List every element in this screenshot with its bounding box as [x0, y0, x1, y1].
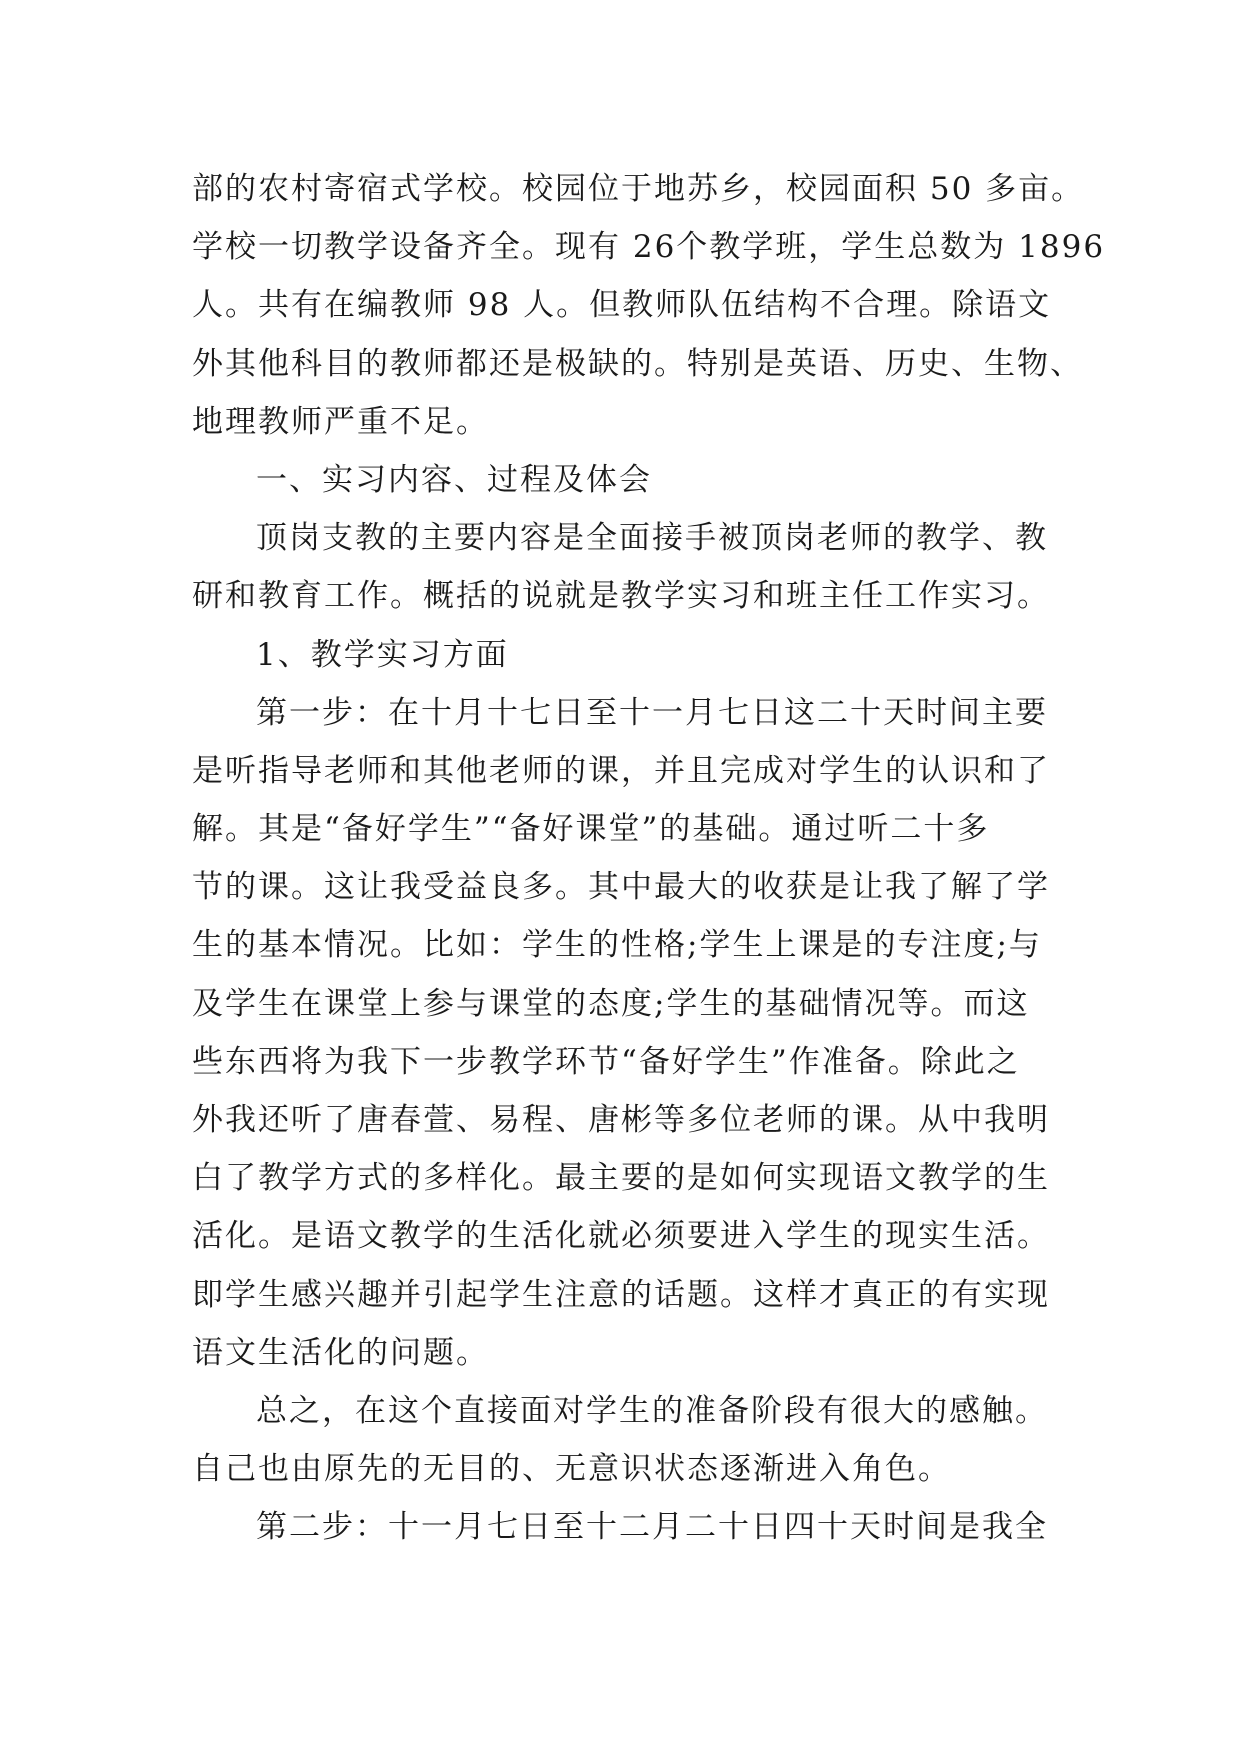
subsection-heading: 1、教学实习方面 — [256, 636, 509, 673]
text-line: 总之，在这个直接面对学生的准备阶段有很大的感触。 — [256, 1392, 1048, 1429]
text-line: 即学生感兴趣并引起学生注意的话题。这样才真正的有实现 — [192, 1276, 1050, 1313]
text-line: 人。共有在编教师 98 人。但教师队伍结构不合理。除语文 — [192, 287, 1052, 324]
text-line: 顶岗支教的主要内容是全面接手被顶岗老师的教学、教 — [256, 520, 1048, 557]
text-line: 白了教学方式的多样化。最主要的是如何实现语文教学的生 — [192, 1160, 1050, 1197]
text-line: 外其他科目的教师都还是极缺的。特别是英语、历史、生物、 — [192, 345, 1083, 382]
text-line: 研和教育工作。概括的说就是教学实习和班主任工作实习。 — [192, 578, 1050, 615]
text-line: 第二步：十一月七日至十二月二十日四十天时间是我全 — [256, 1509, 1048, 1546]
text-line: 语文生活化的问题。 — [192, 1334, 489, 1371]
text-line: 节的课。这让我受益良多。其中最大的收获是让我了解了学 — [192, 869, 1050, 906]
text-line: 学校一切教学设备齐全。现有 26个教学班，学生总数为 1896 — [192, 229, 1106, 266]
text-line: 自己也由原先的无目的、无意识状态逐渐进入角色。 — [192, 1451, 951, 1488]
text-line: 生的基本情况。比如：学生的性格;学生上课是的专注度;与 — [192, 927, 1042, 964]
section-heading: 一、实习内容、过程及体会 — [256, 461, 652, 498]
text-line: 解。其是“备好学生”“备好课堂”的基础。通过听二十多 — [192, 811, 990, 848]
text-line: 第一步：在十月十七日至十一月七日这二十天时间主要 — [256, 694, 1048, 731]
text-line: 外我还听了唐春萱、易程、唐彬等多位老师的课。从中我明 — [192, 1102, 1050, 1138]
text-line: 是听指导老师和其他老师的课，并且完成对学生的认识和了 — [192, 752, 1050, 789]
text-line: 及学生在课堂上参与课堂的态度;学生的基础情况等。而这 — [192, 985, 1030, 1022]
text-line: 活化。是语文教学的生活化就必须要进入学生的现实生活。 — [192, 1218, 1050, 1255]
document-body — [192, 160, 1106, 1557]
text-line: 部的农村寄宿式学校。校园位于地苏乡，校园面积 50 多亩。 — [192, 171, 1085, 207]
text-line: 地理教师严重不足。 — [192, 403, 489, 440]
text-line: 些东西将为我下一步教学环节“备好学生”作准备。除此之 — [192, 1043, 1020, 1080]
